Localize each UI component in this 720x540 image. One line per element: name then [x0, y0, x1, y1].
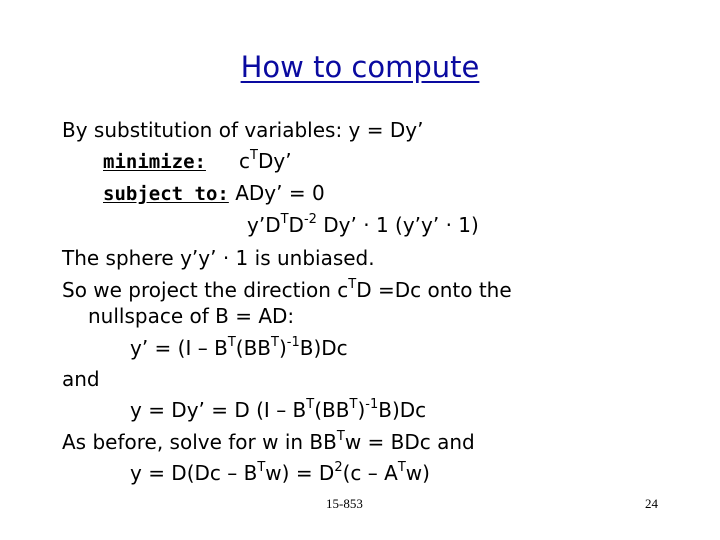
line-y-formula: y = Dy’ = D $(I - B^T(BB^T)^{-1}B)Dc$ — [130, 397, 427, 422]
line-and: and — [62, 367, 100, 391]
line-subject-to: subject to: ADy’ = 0 — [103, 181, 325, 205]
footer-course: 15-853 — [326, 496, 363, 511]
line-final-formula: $y = D(Dc - B^Tw) = D^2(c - A^Tw)$ — [130, 460, 430, 485]
line-solve: As before, solve for w in $BB^Tw$ = BDc and — [62, 429, 475, 454]
line-constraint: $y’D^TD^{-2}$ Dy’ · 1 (y’y’ · 1) — [247, 212, 479, 237]
subject-to-keyword: subject to: — [103, 183, 229, 205]
slide-title: How to compute — [240, 50, 480, 84]
line-sphere: The sphere y’y’ · 1 is unbiased. — [62, 246, 375, 270]
footer-page-number: 24 — [645, 496, 658, 511]
line-project: So we project the direction $c^TD =Dc$ onto the — [62, 277, 512, 302]
line-substitution: By substitution of variables: y = Dy’ — [62, 118, 424, 142]
minimize-keyword: minimize: — [103, 151, 206, 173]
line-minimize: minimize: $c^TDy$’ — [103, 148, 292, 173]
line-projection-formula: y’ = $(I - B^T(BB^T)^{-1}B)Dc$ — [130, 335, 348, 360]
line-nullspace: nullspace of B = AD: — [88, 304, 295, 328]
